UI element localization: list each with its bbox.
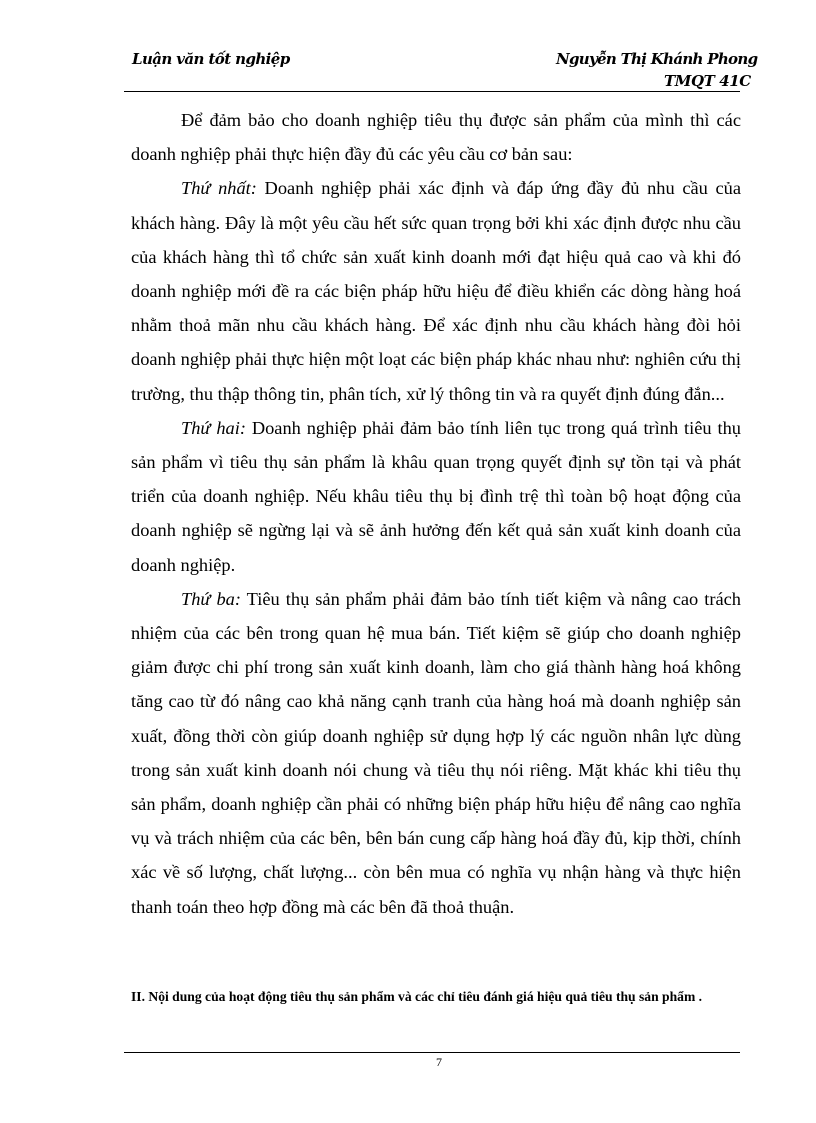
- header-author-name: Nguyễn Thị Khánh Phong: [556, 50, 758, 68]
- section-heading: II. Nội dung của hoạt động tiêu thụ sản phẩm và các chỉ tiêu đánh giá hiệu quả tiêu thụ sản phẩm .: [131, 989, 703, 1004]
- body-text: [131, 103, 741, 924]
- paragraph-lead: Thứ hai:: [181, 417, 246, 438]
- paragraph-first-requirement: [131, 171, 741, 410]
- footer-divider: [124, 1052, 740, 1053]
- paragraph-text: Tiêu thụ sản phẩm phải đảm bảo tính tiết kiệm và nâng cao trách nhiệm của các bên trong quan hệ mua bán. Tiết kiệm sẽ giúp cho doanh nghiệp giảm được chi phí trong sản xuất kinh doanh, làm cho giá thành hàng hoá không tăng cao từ đó nâng cao khả năng cạnh tranh của hàng hoá mà doanh nghiệp sản xuất, đồng thời còn giúp doanh nghiệp sử dụng hợp lý các nguồn nhân lực dùng trong sản xuất kinh doanh nói chung và tiêu thụ nói riêng. Mặt khác khi tiêu thụ sản phẩm, doanh nghiệp cần phải có những biện pháp hữu hiệu để nâng cao nghĩa vụ và trách nhiệm của các bên, bên bán cung cấp hàng hoá đầy đủ, kịp thời, chính xác về số lượng, chất lượng... còn bên mua có nghĩa vụ nhận hàng và thực hiện thanh toán theo hợp đồng mà các bên đã thoả thuận.: [131, 588, 741, 917]
- header-class-code: TMQT 41C: [664, 72, 751, 90]
- paragraph-third-requirement: [131, 582, 741, 924]
- paragraph-text: Doanh nghiệp phải xác định và đáp ứng đầy đủ nhu cầu của khách hàng. Đây là một yêu cầu hết sức quan trọng bởi khi xác định được nhu cầu của khách hàng thì tổ chức sản xuất kinh doanh mới đạt hiệu quả cao và khi đó doanh nghiệp mới đề ra các biện pháp hữu hiệu để điều khiển các dòng hàng hoá nhằm thoả mãn nhu cầu khách hàng. Để xác định nhu cầu khách hàng đòi hỏi doanh nghiệp phải thực hiện một loạt các biện pháp khác nhau như: nghiên cứu thị trường, thu thập thông tin, phân tích, xử lý thông tin và ra quyết định đúng đắn...: [131, 178, 742, 404]
- paragraph-lead: Thứ ba:: [181, 588, 241, 609]
- paragraph-intro: [131, 103, 741, 171]
- paragraph-lead: Thứ nhất:: [181, 178, 257, 199]
- paragraph-text: Để đảm bảo cho doanh nghiệp tiêu thụ được sản phẩm của mình thì các doanh nghiệp phải thực hiện đầy đủ các yêu cầu cơ bản sau:: [131, 110, 741, 165]
- header-thesis-label: Luận văn tốt nghiệp: [132, 50, 290, 68]
- paragraph-second-requirement: [131, 411, 741, 582]
- header-divider: [124, 91, 740, 92]
- page-number: 7: [436, 1055, 442, 1069]
- paragraph-text: Doanh nghiệp phải đảm bảo tính liên tục trong quá trình tiêu thụ sản phẩm vì tiêu thụ sản phẩm là khâu quan trọng quyết định sự tồn tại và phát triển của doanh nghiệp. Nếu khâu tiêu thụ bị đình trệ thì toàn bộ hoạt động của doanh nghiệp sẽ ngừng lại và sẽ ảnh hưởng đến kết quả sản xuất kinh doanh của doanh nghiệp.: [131, 417, 741, 575]
